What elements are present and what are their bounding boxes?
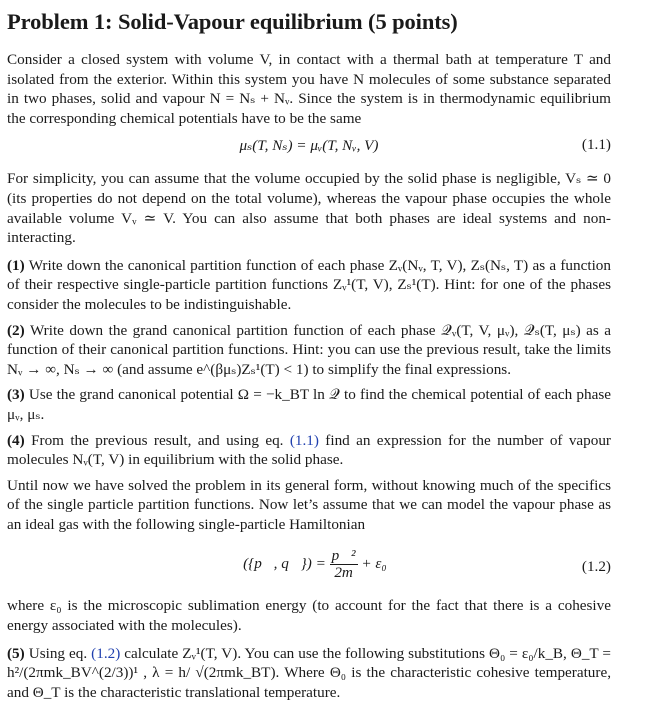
- question-1-label: (1): [7, 256, 25, 274]
- question-5-label: (5): [7, 644, 25, 662]
- question-4: [7, 431, 611, 470]
- question-2-text: Write down the grand canonical partition function of each phase 𝒬ᵥ(T, V, μᵥ), 𝒬ₛ(T, μₛ) as a function of their canonical partition functions. Hint: you can use the previous result, take the limits Nᵥ → ∞, Nₛ → ∞ (and assume e^(βμₛ)Zₛ¹(T) < 1) to simplify the final expressions.: [7, 321, 611, 378]
- equation-1-2-number: (1.2): [581, 558, 611, 576]
- intro-paragraph: Consider a closed system with volume V, in contact with a thermal bath at temperature T and isolated from the exterior. Within this system you have N molecules of some substance separated in two phases, solid and vapour N = Nₛ + Nᵥ. Since the system is in thermodynamic equilibrium the corresponding chemical potentials have to be the same: [7, 51, 611, 127]
- question-2: [7, 321, 611, 380]
- document-page: [7, 0, 611, 702]
- problem-title: Problem 1: Solid-Vapour equilibrium (5 points): [7, 9, 458, 34]
- equation-1-2: [7, 542, 611, 592]
- question-4-text-after: find an expression for the number of vapour molecules Nᵥ(T, V) in equilibrium with the solid phase.: [7, 431, 611, 469]
- equation-1-1-number: (1.1): [581, 136, 611, 154]
- question-1: [7, 256, 611, 315]
- equation-1-1: [7, 133, 611, 159]
- equation-1-1-link[interactable]: (1.1): [289, 431, 319, 449]
- question-1-text: Write down the canonical partition function of each phase Zᵥ(Nᵥ, T, V), Zₛ(Nₛ, T) as a function of their respective single-particle partition functions Zᵥ¹(T, V), Zₛ¹(T). Hint: for one of the phases consider the molecules to be indistinguishable.: [7, 256, 611, 313]
- equation-1-2-rhs: + ε₀: [361, 555, 387, 573]
- question-3: [7, 385, 611, 424]
- simplicity-paragraph: For simplicity, you can assume that the volume occupied by the solid phase is negligible, Vₛ ≃ 0 (its properties do not depend on the total volume), whereas the vapour phase occupies the whole available volume Vᵥ ≃ V. You can also assume that both phases are ideal systems and non-interacting.: [7, 170, 611, 247]
- equation-1-1-formula: μₛ(T, Nₛ) = μᵥ(T, Nᵥ, V): [239, 137, 379, 155]
- equation-1-2-fraction: [330, 548, 358, 581]
- equation-1-2-denominator: 2m: [334, 564, 353, 582]
- question-4-label: (4): [7, 431, 25, 449]
- question-3-label: (3): [7, 386, 25, 404]
- model-paragraph: Until now we have solved the problem in its general form, without knowing much of the specifics of the single particle partition functions. Now let’s assume that we can model the vapour phase as an ideal gas with the following single-particle Hamiltonian: [7, 476, 611, 533]
- equation-1-2-link[interactable]: (1.2): [91, 644, 121, 662]
- question-5-text-after: calculate Zᵥ¹(T, V). You can use the following substitutions Θ₀ = ε₀/k_B, Θ_T = h²/(2πmk_BV^(2/3))¹ , λ = h/ √(2πmk_BT). Where Θ₀ is the characteristic cohesive temperature, and Θ_T is the characteristic translational temperature.: [7, 644, 611, 701]
- equation-1-2-formula: [7, 548, 611, 581]
- question-3-text: Use the grand canonical potential Ω = −k_BT ln 𝒬 to find the chemical potential of each phase μᵥ, μₛ.: [7, 386, 612, 423]
- question-4-text-before: From the previous result, and using eq.: [31, 431, 290, 449]
- question-2-label: (2): [7, 321, 25, 339]
- question-5: [7, 644, 611, 703]
- equation-1-2-numerator: p⃗²: [331, 547, 356, 565]
- question-5-text-before: Using eq.: [28, 644, 92, 662]
- equation-1-2-lhs: ℋ({p⃗, q⃗}) =: [231, 555, 326, 573]
- where-paragraph: where ε₀ is the microscopic sublimation energy (to account for the fact that there is a cohesive energy associated with the molecules).: [7, 597, 611, 635]
